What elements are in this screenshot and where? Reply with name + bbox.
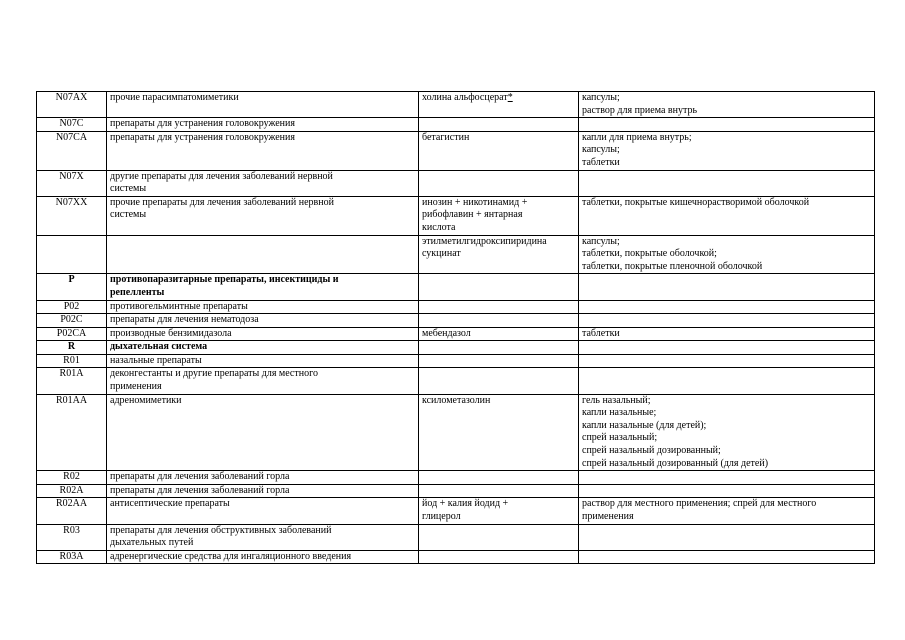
dosage-form-cell — [579, 471, 875, 485]
group-name-cell: препараты для лечения обструктивных заболеваний дыхательных путей — [107, 524, 419, 550]
atc-code-cell: R01A — [37, 368, 107, 394]
group-name-cell: деконгестанты и другие препараты для местного применения — [107, 368, 419, 394]
dosage-form-cell: капсулы; раствор для приема внутрь — [579, 92, 875, 118]
group-name-cell: адреномиметики — [107, 394, 419, 471]
drug-name-cell — [419, 550, 579, 564]
group-name-cell: антисептические препараты — [107, 498, 419, 524]
dosage-form-cell — [579, 484, 875, 498]
atc-code-cell: R03A — [37, 550, 107, 564]
dosage-form-cell — [579, 118, 875, 132]
group-name-cell: другие препараты для лечения заболеваний нервной системы — [107, 170, 419, 196]
drug-name-cell — [419, 170, 579, 196]
atc-code-cell: P02 — [37, 300, 107, 314]
drug-name-cell — [419, 92, 579, 118]
drug-table — [36, 91, 875, 564]
dosage-form-cell: гель назальный; капли назальные; капли назальные (для детей); спрей назальный; спрей назальный дозированный; спрей назальный дозированный (для детей) — [579, 394, 875, 471]
group-name-cell: дыхательная система — [107, 341, 419, 355]
table-row — [37, 131, 875, 170]
group-name-cell — [107, 235, 419, 274]
table-row — [37, 314, 875, 328]
dosage-form-cell — [579, 550, 875, 564]
document-page — [36, 91, 874, 564]
table-row — [37, 170, 875, 196]
group-name-cell: противогельминтные препараты — [107, 300, 419, 314]
dosage-form-cell: таблетки — [579, 327, 875, 341]
atc-code-cell: N07XX — [37, 196, 107, 235]
drug-name-cell: этилметилгидроксипиридина сукцинат — [419, 235, 579, 274]
group-name-cell: препараты для устранения головокружения — [107, 118, 419, 132]
atc-code-cell: R01 — [37, 354, 107, 368]
drug-name-cell: мебендазол — [419, 327, 579, 341]
atc-code-cell — [37, 235, 107, 274]
atc-code-cell: R02AA — [37, 498, 107, 524]
drug-name-cell — [419, 354, 579, 368]
group-name-cell: препараты для лечения заболеваний горла — [107, 484, 419, 498]
table-row — [37, 92, 875, 118]
table-row — [37, 471, 875, 485]
table-row — [37, 274, 875, 300]
table-row — [37, 394, 875, 471]
atc-code-cell: P02C — [37, 314, 107, 328]
atc-code-cell: P — [37, 274, 107, 300]
dosage-form-cell — [579, 274, 875, 300]
group-name-cell: адренергические средства для ингаляционного введения — [107, 550, 419, 564]
table-row — [37, 300, 875, 314]
drug-name-cell — [419, 314, 579, 328]
table-row — [37, 341, 875, 355]
group-name-cell: препараты для лечения заболеваний горла — [107, 471, 419, 485]
dosage-form-cell: таблетки, покрытые кишечнорастворимой оболочкой — [579, 196, 875, 235]
dosage-form-cell — [579, 170, 875, 196]
atc-code-cell: N07AX — [37, 92, 107, 118]
atc-code-cell: N07CA — [37, 131, 107, 170]
group-name-cell: производные бензимидазола — [107, 327, 419, 341]
table-row — [37, 484, 875, 498]
group-name-cell: прочие парасимпатомиметики — [107, 92, 419, 118]
table-row — [37, 368, 875, 394]
group-name-cell: препараты для устранения головокружения — [107, 131, 419, 170]
table-row — [37, 118, 875, 132]
group-name-cell: прочие препараты для лечения заболеваний нервной системы — [107, 196, 419, 235]
dosage-form-cell — [579, 368, 875, 394]
atc-code-cell: R03 — [37, 524, 107, 550]
group-name-cell: препараты для лечения нематодоза — [107, 314, 419, 328]
dosage-form-cell: капсулы; таблетки, покрытые оболочкой; таблетки, покрытые пленочной оболочкой — [579, 235, 875, 274]
table-row — [37, 524, 875, 550]
dosage-form-cell: раствор для местного применения; спрей для местного применения — [579, 498, 875, 524]
dosage-form-cell — [579, 341, 875, 355]
dosage-form-cell — [579, 524, 875, 550]
drug-name-cell: ксилометазолин — [419, 394, 579, 471]
drug-name-cell — [419, 274, 579, 300]
drug-name-cell: йод + калия йодид + глицерол — [419, 498, 579, 524]
atc-code-cell: N07X — [37, 170, 107, 196]
table-row — [37, 196, 875, 235]
table-row — [37, 550, 875, 564]
drug-name-cell: бетагистин — [419, 131, 579, 170]
table-row — [37, 498, 875, 524]
drug-name-cell — [419, 300, 579, 314]
drug-name-cell — [419, 341, 579, 355]
drug-name-cell — [419, 118, 579, 132]
table-row — [37, 354, 875, 368]
atc-code-cell: P02CA — [37, 327, 107, 341]
atc-code-cell: R — [37, 341, 107, 355]
dosage-form-cell — [579, 300, 875, 314]
drug-name-cell: инозин + никотинамид + рибофлавин + янтарная кислота — [419, 196, 579, 235]
atc-code-cell: R02A — [37, 484, 107, 498]
group-name-cell: назальные препараты — [107, 354, 419, 368]
drug-name-cell — [419, 484, 579, 498]
atc-code-cell: N07C — [37, 118, 107, 132]
atc-code-cell: R01AA — [37, 394, 107, 471]
dosage-form-cell: капли для приема внутрь; капсулы; таблетки — [579, 131, 875, 170]
atc-code-cell: R02 — [37, 471, 107, 485]
table-body — [37, 92, 875, 564]
drug-name-cell — [419, 368, 579, 394]
drug-name-cell — [419, 471, 579, 485]
group-name-cell: противопаразитарные препараты, инсектициды и репелленты — [107, 274, 419, 300]
table-row — [37, 235, 875, 274]
table-row — [37, 327, 875, 341]
drug-name-text: холина альфосцерат — [422, 92, 508, 103]
asterisk-link[interactable]: * — [507, 92, 513, 103]
dosage-form-cell — [579, 354, 875, 368]
dosage-form-cell — [579, 314, 875, 328]
drug-name-cell — [419, 524, 579, 550]
